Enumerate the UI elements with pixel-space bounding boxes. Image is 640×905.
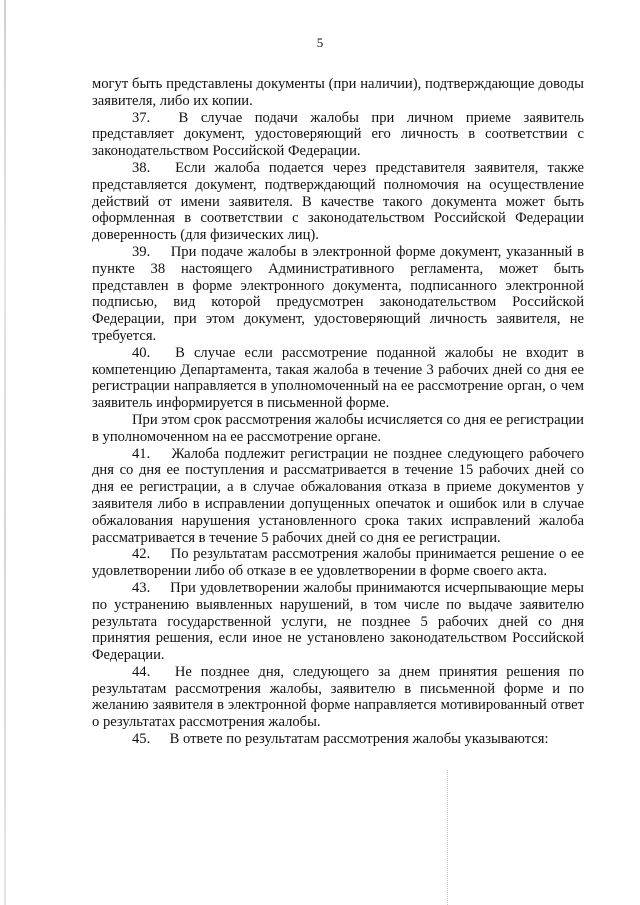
paragraph-text: При этом срок рассмотрения жалобы исчисляется со дня ее регистрации в уполномоченном на ее рассмотрение органе.	[92, 411, 584, 445]
paragraph-42	[92, 546, 584, 580]
page-number: 5	[316, 35, 324, 50]
scan-edge-shadow	[4, 0, 6, 905]
paragraph-continuation	[92, 76, 584, 110]
paragraph-37	[92, 110, 584, 160]
paragraph-40-note	[92, 412, 584, 446]
paragraph-number: 39.	[132, 243, 151, 260]
paragraph-text: В случае если рассмотрение поданной жалобы не входит в компетенцию Департамента, такая жалоба в течение 3 рабочих дней со дня ее регистрации направляется в уполномоченный на ее рассмотрение орган, о чем заявитель информируется в письменной форме.	[92, 344, 584, 412]
paragraph-number: 44.	[132, 663, 151, 680]
paragraph-text: В случае подачи жалобы при личном приеме заявитель представляет документ, удостоверяющий его личность в соответствии с законодательством Российской Федерации.	[92, 109, 584, 160]
paragraph-number: 40.	[132, 344, 151, 361]
paragraph-number: 45.	[132, 731, 151, 748]
paragraph-text: При подаче жалобы в электронной форме документ, указанный в пункте 38 настоящего Административного регламента, может быть представлен в форме электронного документа, подписанного электронной подписью, вид которой предусмотрен законодательством Российской Федерации, при этом документ, удостоверяющий личность заявителя, не требуется.	[92, 243, 584, 344]
paragraph-38	[92, 160, 584, 244]
paragraph-number: 41.	[132, 445, 151, 462]
paragraph-text: Если жалоба подается через представителя заявителя, также представляется документ, подтверждающий полномочия на осуществление действий от имени заявителя. В качестве такого документа может быть оформленная в соответствии с законодательством Российской Федерации доверенность (для физических лиц).	[92, 159, 584, 244]
paragraph-39	[92, 244, 584, 345]
scan-artifact-line	[447, 770, 449, 905]
paragraph-40	[92, 345, 584, 412]
paragraph-44	[92, 664, 584, 731]
paragraph-43	[92, 580, 584, 664]
paragraph-45	[92, 731, 584, 748]
paragraph-41	[92, 446, 584, 547]
paragraph-text: могут быть представлены документы (при наличии), подтверждающие доводы заявителя, либо их копии.	[92, 76, 584, 109]
paragraph-number: 37.	[132, 109, 151, 126]
paragraph-text: По результатам рассмотрения жалобы принимается решение о ее удовлетворении либо об отказе в ее удовлетворении в форме своего акта.	[92, 546, 584, 580]
paragraph-text: В ответе по результатам рассмотрения жалобы указываются:	[169, 731, 549, 748]
paragraph-number: 38.	[132, 159, 151, 176]
paragraph-text: Жалоба подлежит регистрации не позднее следующего рабочего дня со дня ее поступления и рассматривается в течение 15 рабочих дней со дня ее регистрации, а в случае обжалования отказа в приеме документов у заявителя либо в исправлении допущенных опечаток и ошибок или в случае обжалования нарушения установленного срока таких исправлений жалоба рассматривается в течение 5 рабочих дней со дня ее регистрации.	[92, 445, 584, 546]
paragraph-number: 42.	[132, 546, 151, 563]
document-body	[92, 76, 584, 748]
paragraph-text: При удовлетворении жалобы принимаются исчерпывающие меры по устранению выявленных нарушений, в том числе по выдаче заявителю результата государственной услуги, не позднее 5 рабочих дней со дня принятия решения, если иное не установлено законодательством Российской Федерации.	[92, 579, 584, 664]
paragraph-text: Не позднее дня, следующего за днем принятия решения по результатам рассмотрения жалобы, заявителю в письменной форме и по желанию заявителя в электронной форме направляется мотивированный ответ о результатах рассмотрения жалобы.	[92, 663, 584, 731]
paragraph-number: 43.	[132, 579, 151, 596]
